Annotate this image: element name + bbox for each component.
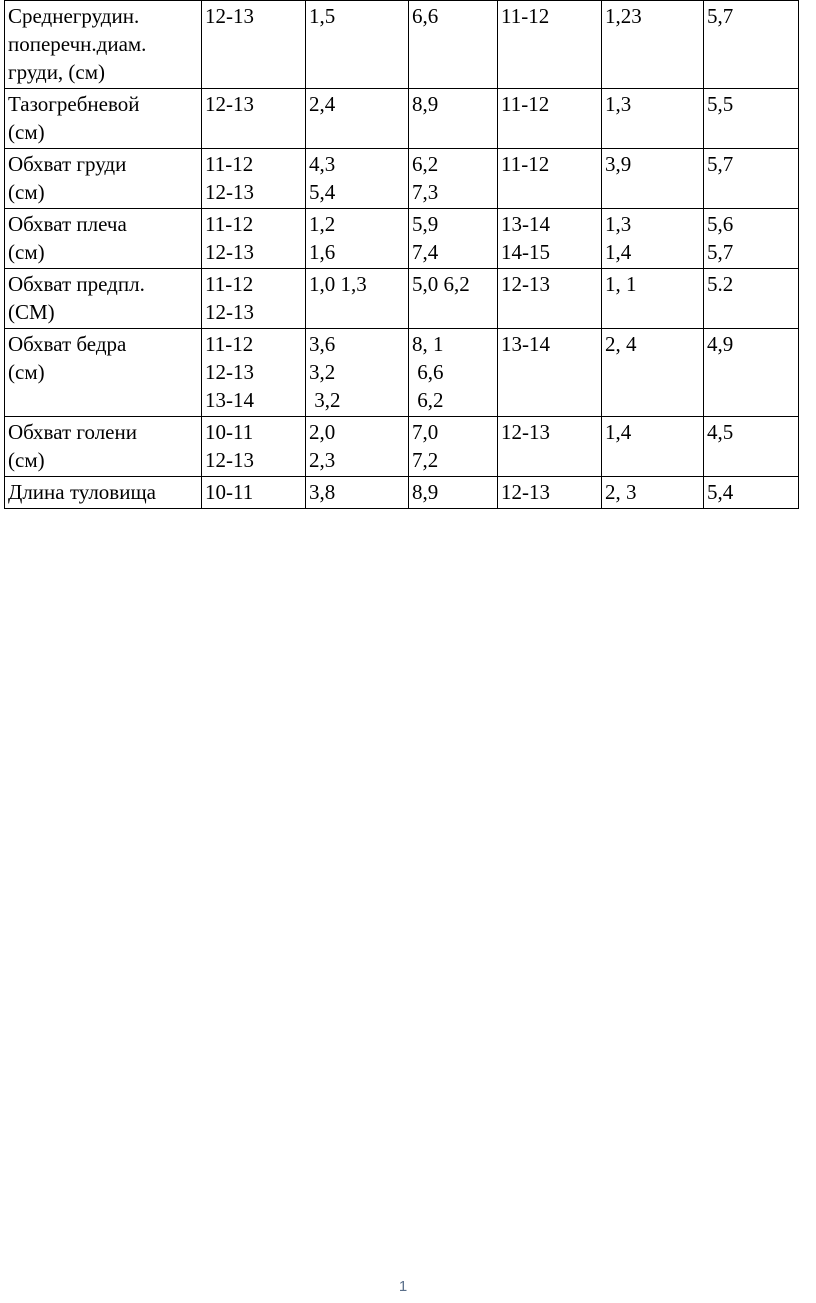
table-row (5, 1, 799, 89)
age-range-cell: 12-13 (498, 269, 602, 329)
value-cell: 1,3 (602, 89, 704, 149)
value-cell: 4,9 (704, 329, 799, 417)
row-label: Длина туловища (5, 477, 202, 509)
table-row (5, 149, 799, 209)
age-range-cell: 10-11 (202, 477, 306, 509)
value-cell: 3,9 (602, 149, 704, 209)
value-cell: 1,0 1,3 (306, 269, 409, 329)
age-range-cell: 13-14 (498, 329, 602, 417)
age-range-cell: 12-13 (202, 89, 306, 149)
value-cell: 5,4 (704, 477, 799, 509)
value-cell: 1, 1 (602, 269, 704, 329)
value-cell: 1,5 (306, 1, 409, 89)
age-range-cell: 10-11 12-13 (202, 417, 306, 477)
measurements-table (4, 0, 799, 509)
value-cell: 1,4 (602, 417, 704, 477)
value-cell: 4,3 5,4 (306, 149, 409, 209)
value-cell: 2,4 (306, 89, 409, 149)
value-cell: 6,2 7,3 (409, 149, 498, 209)
value-cell: 2,0 2,3 (306, 417, 409, 477)
table-row (5, 209, 799, 269)
value-cell: 2, 4 (602, 329, 704, 417)
table-row (5, 477, 799, 509)
value-cell: 5,5 (704, 89, 799, 149)
value-cell: 7,0 7,2 (409, 417, 498, 477)
value-cell: 5,7 (704, 1, 799, 89)
value-cell: 3,8 (306, 477, 409, 509)
age-range-cell: 12-13 (498, 417, 602, 477)
value-cell: 3,6 3,2 3,2 (306, 329, 409, 417)
row-label: Обхват голени (см) (5, 417, 202, 477)
age-range-cell: 13-14 14-15 (498, 209, 602, 269)
value-cell: 4,5 (704, 417, 799, 477)
value-cell: 6,6 (409, 1, 498, 89)
value-cell: 5,7 (704, 149, 799, 209)
age-range-cell: 11-12 12-13 (202, 149, 306, 209)
page-number: 1 (398, 1278, 408, 1295)
age-range-cell: 12-13 (202, 1, 306, 89)
age-range-cell: 11-12 (498, 89, 602, 149)
row-label: Тазогребневой (см) (5, 89, 202, 149)
row-label: Обхват предпл. (СМ) (5, 269, 202, 329)
age-range-cell: 11-12 12-13 (202, 269, 306, 329)
row-label: Обхват груди (см) (5, 149, 202, 209)
value-cell: 5.2 (704, 269, 799, 329)
table-row (5, 269, 799, 329)
age-range-cell: 11-12 12-13 13-14 (202, 329, 306, 417)
row-label: Обхват плеча (см) (5, 209, 202, 269)
value-cell: 8,9 (409, 477, 498, 509)
table-row (5, 417, 799, 477)
age-range-cell: 11-12 (498, 149, 602, 209)
value-cell: 1,3 1,4 (602, 209, 704, 269)
row-label: Среднегрудин. поперечн.диам. груди, (см) (5, 1, 202, 89)
value-cell: 1,23 (602, 1, 704, 89)
table-row (5, 329, 799, 417)
table-row (5, 89, 799, 149)
value-cell: 8, 1 6,6 6,2 (409, 329, 498, 417)
value-cell: 1,2 1,6 (306, 209, 409, 269)
value-cell: 2, 3 (602, 477, 704, 509)
age-range-cell: 11-12 (498, 1, 602, 89)
value-cell: 8,9 (409, 89, 498, 149)
value-cell: 5,6 5,7 (704, 209, 799, 269)
row-label: Обхват бедра (см) (5, 329, 202, 417)
age-range-cell: 12-13 (498, 477, 602, 509)
age-range-cell: 11-12 12-13 (202, 209, 306, 269)
value-cell: 5,9 7,4 (409, 209, 498, 269)
value-cell: 5,0 6,2 (409, 269, 498, 329)
